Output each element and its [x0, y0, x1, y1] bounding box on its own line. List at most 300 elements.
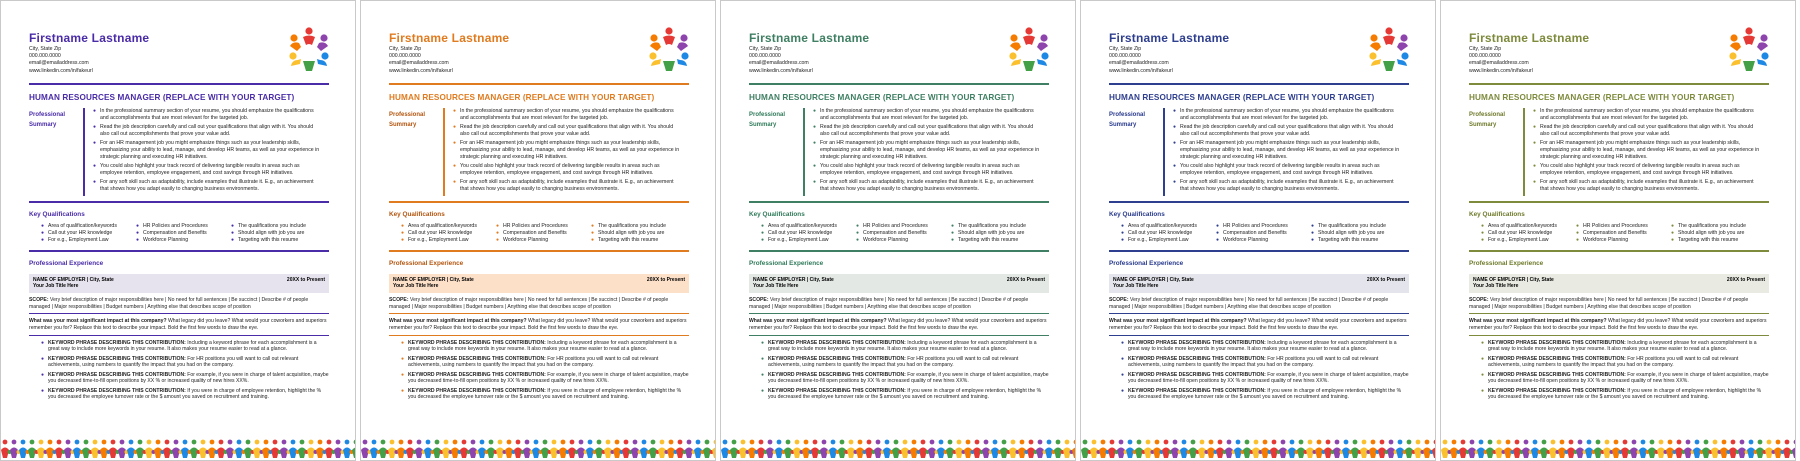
qualification-item: ● Compensation and Benefits [1216, 229, 1287, 236]
resume-content [29, 31, 329, 404]
summary-section [29, 108, 329, 196]
bullet-icon: ● [496, 222, 500, 229]
qualifications-column [591, 223, 686, 244]
contribution-text: For HR positions you will want to call out relevant achievements, using numbers to quantify the impact that you had on the company. [768, 355, 1019, 369]
bullet-icon: ● [1216, 222, 1220, 229]
impact-text: What legacy did you leave? What would your coworkers and superiors remember you for? Replace this text to describe your impact. Bold the first few words to draw the eye. [29, 318, 327, 331]
bullet-icon: ● [1121, 387, 1125, 394]
contribution-label: KEYWORD PHRASE DESCRIBING THIS CONTRIBUTION: [1488, 371, 1626, 378]
bullet-icon: ● [401, 371, 405, 378]
bullet-icon: ● [136, 236, 140, 243]
qualifications-divider [749, 250, 1049, 252]
employer-info [1113, 277, 1194, 290]
employer-info [1473, 277, 1554, 290]
qualifications-divider [29, 250, 329, 252]
contributions-list [389, 340, 689, 401]
qualification-item: ● The qualifications you include [591, 222, 667, 229]
employer-info [753, 277, 834, 290]
bullet-icon: ● [231, 222, 235, 229]
qualification-item: ● HR Policies and Procedures [496, 222, 568, 229]
qualification-item: ● Call out your HR knowledge [401, 229, 473, 236]
contact-linkedin: www.linkedin.com/in/fakeurl [1469, 67, 1533, 74]
people-circle-logo-icon [1005, 25, 1053, 73]
contribution-text: For example, if you were in charge of talent acquisition, maybe you decreased time-to-fill open positions by XX % or increased quality of new hires XX%. [48, 371, 329, 385]
bullet-icon: ● [401, 355, 405, 362]
contributions-list [749, 340, 1049, 401]
header-divider [1109, 83, 1409, 85]
contact-city: City, State Zip [749, 46, 782, 52]
contribution-text: Including a keyword phrase for each accomplishment is a great way to include more keywords in your resume. It also makes your resume easier to read at a glance. [1128, 339, 1397, 353]
scope-divider [1469, 313, 1769, 314]
scope-text: Very brief description of major responsibilities here | No need for full sentences | Be succinct | Describe # of people managed | Major responsibilities | Budget numbers | Anything else that describes scope of position [1469, 296, 1749, 310]
summary-list [453, 108, 683, 196]
target-job-title: HUMAN RESOURCES MANAGER (REPLACE WITH YOUR TARGET) [389, 92, 655, 102]
bullet-icon: ● [496, 236, 500, 243]
key-qualifications-heading: Key Qualifications [1109, 210, 1165, 218]
bullet-icon: ● [591, 229, 595, 236]
impact-divider [389, 335, 689, 336]
summary-label-line-2: Summary [389, 121, 417, 128]
contribution-text: For example, if you were in charge of talent acquisition, maybe you decreased time-to-fill open positions by XX % or increased quality of new hires XX%. [408, 371, 689, 385]
bullet-icon: ● [1481, 371, 1485, 378]
qualification-item: ● Should align with job you are [1671, 229, 1745, 236]
summary-bullet: ● In the professional summary section of your resume, you should emphasize the qualifications and accomplishments that are most relevant for the targeted job. [453, 107, 674, 121]
qualification-item: ● HR Policies and Procedures [856, 222, 928, 229]
contribution-label: KEYWORD PHRASE DESCRIBING THIS CONTRIBUTION: [48, 339, 186, 346]
bullet-icon: ● [1533, 140, 1537, 147]
target-job-title: HUMAN RESOURCES MANAGER (REPLACE WITH YOUR TARGET) [1109, 92, 1375, 102]
summary-bullet: ● For any soft skill such as adaptability, include examples that illustrate it. E.g., an achievement that shows how you adapt easily to changing business environments. [1173, 179, 1394, 193]
bullet-icon: ● [1311, 229, 1315, 236]
experience-heading: Professional Experience [389, 259, 464, 267]
summary-divider [1469, 201, 1769, 203]
bullet-icon: ● [93, 140, 97, 147]
contact-phone: 000.000.0000 [29, 53, 61, 60]
qualification-item: ● Workforce Planning [1576, 236, 1629, 243]
summary-section [1469, 108, 1769, 196]
contribution-item [1121, 356, 1409, 369]
bullet-icon: ● [1173, 107, 1177, 114]
qualifications-column [496, 223, 591, 244]
qualification-item: ● For e.g., Employment Law [1121, 236, 1189, 243]
contact-email: email@emailaddress.com [1109, 60, 1169, 67]
qualification-item: ● Call out your HR knowledge [41, 229, 113, 236]
resume-content [1109, 31, 1409, 404]
qualification-item: ● Area of qualification/keywords [761, 222, 837, 229]
qualification-item: ● Targeting with this resume [1671, 236, 1739, 243]
contribution-item [761, 388, 1049, 401]
qualification-item: ● HR Policies and Procedures [136, 222, 208, 229]
bullet-icon: ● [1533, 107, 1537, 114]
summary-bullet: ● In the professional summary section of your resume, you should emphasize the qualifications and accomplishments that are most relevant for the targeted job. [813, 107, 1034, 121]
contact-linkedin: www.linkedin.com/in/fakeurl [389, 67, 453, 74]
qualification-item: ● Workforce Planning [856, 236, 909, 243]
summary-accent-bar [803, 108, 805, 196]
contribution-label: KEYWORD PHRASE DESCRIBING THIS CONTRIBUTION: [1128, 355, 1266, 362]
resume-page-navy[interactable] [1080, 0, 1436, 461]
bullet-icon: ● [761, 236, 765, 243]
contribution-label: KEYWORD PHRASE DESCRIBING THIS CONTRIBUTION: [768, 355, 906, 362]
employer-name: NAME OF EMPLOYER | City, State [33, 276, 114, 283]
bullet-icon: ● [813, 107, 817, 114]
resume-content [1469, 31, 1769, 404]
impact-label: What was your most significant impact at this company? [29, 318, 167, 325]
bullet-icon: ● [856, 222, 860, 229]
footer-people-pattern [361, 436, 715, 460]
bullet-icon: ● [93, 179, 97, 186]
target-job-title: HUMAN RESOURCES MANAGER (REPLACE WITH YOUR TARGET) [29, 92, 295, 102]
employment-dates: 20XX to Present [1006, 276, 1045, 283]
qualifications-column [231, 223, 326, 244]
qualification-item: ● For e.g., Employment Law [401, 236, 469, 243]
people-circle-logo-icon [1365, 25, 1413, 73]
bullet-icon: ● [231, 229, 235, 236]
qualification-item: ● Workforce Planning [1216, 236, 1269, 243]
people-circle-logo-icon [285, 25, 333, 73]
contact-block [749, 46, 1049, 75]
bullet-icon: ● [1311, 236, 1315, 243]
contribution-text: Including a keyword phrase for each accomplishment is a great way to include more keywords in your resume. It also makes your resume easier to read at a glance. [1488, 339, 1757, 353]
contact-linkedin: www.linkedin.com/in/fakeurl [29, 67, 93, 74]
contribution-item [401, 356, 689, 369]
summary-label-line-2: Summary [1109, 121, 1137, 128]
qualification-item: ● Area of qualification/keywords [1481, 222, 1557, 229]
bullet-icon: ● [1173, 124, 1177, 130]
contribution-label: KEYWORD PHRASE DESCRIBING THIS CONTRIBUTION: [48, 355, 186, 362]
bullet-icon: ● [1173, 163, 1177, 170]
contribution-text: For HR positions you will want to call out relevant achievements, using numbers to quantify the impact that you had on the company. [48, 355, 299, 369]
qualifications-column [1481, 223, 1576, 244]
contribution-item [41, 388, 329, 401]
summary-bullet: ● For an HR management job you might emphasize things such as your leadership skills, emphasizing your ability to lead, manage, and develop HR teams, as well as your experience in strategic planning and executing HR initiatives. [93, 140, 320, 160]
scope-paragraph [1469, 297, 1769, 310]
bullet-icon: ● [856, 229, 860, 236]
impact-label: What was your most significant impact at this company? [1109, 318, 1247, 325]
bullet-icon: ● [1533, 163, 1537, 170]
scope-paragraph [29, 297, 329, 310]
impact-text: What legacy did you leave? What would your coworkers and superiors remember you for? Replace this text to describe your impact. Bold the first few words to draw the eye. [389, 318, 687, 331]
resume-page-purple[interactable] [0, 0, 356, 461]
contribution-label: KEYWORD PHRASE DESCRIBING THIS CONTRIBUTION: [408, 387, 546, 394]
candidate-name: Firstname Lastname [1469, 31, 1590, 45]
contact-phone: 000.000.0000 [389, 53, 421, 60]
experience-heading: Professional Experience [1109, 259, 1184, 267]
contribution-item [1481, 356, 1769, 369]
candidate-name: Firstname Lastname [389, 31, 510, 45]
qualification-item: ● Area of qualification/keywords [1121, 222, 1197, 229]
qualification-item: ● For e.g., Employment Law [761, 236, 829, 243]
bullet-icon: ● [761, 222, 765, 229]
resume-page-orange[interactable] [360, 0, 716, 461]
qualifications-column [856, 223, 951, 244]
summary-bullet: ● Read the job description carefully and call out your qualifications that align with it. You should also call out accomplishments that prove your value add. [453, 124, 674, 137]
impact-label: What was your most significant impact at this company? [1469, 318, 1607, 325]
bullet-icon: ● [401, 236, 405, 243]
contribution-text: If you were in charge of employee retention, highlight the % you decreased the employee turnover rate or the $ amount you saved on recruitment and training. [1128, 387, 1402, 401]
contact-email: email@emailaddress.com [749, 60, 809, 67]
summary-label [29, 108, 83, 196]
contact-block [1469, 46, 1769, 75]
summary-section [749, 108, 1049, 196]
contact-email: email@emailaddress.com [1469, 60, 1529, 67]
summary-label-line-2: Summary [749, 121, 777, 128]
contribution-text: For example, if you were in charge of talent acquisition, maybe you decreased time-to-fill open positions by XX % or increased quality of new hires XX%. [768, 371, 1049, 385]
qualifications-column [1311, 223, 1406, 244]
footer-people-pattern [1441, 436, 1795, 460]
candidate-name: Firstname Lastname [29, 31, 150, 45]
target-job-title: HUMAN RESOURCES MANAGER (REPLACE WITH YOUR TARGET) [1469, 92, 1735, 102]
bullet-icon: ● [1576, 222, 1580, 229]
impact-label: What was your most significant impact at this company? [389, 318, 527, 325]
scope-label: SCOPE: [749, 296, 769, 303]
contribution-label: KEYWORD PHRASE DESCRIBING THIS CONTRIBUTION: [768, 339, 906, 346]
contribution-text: Including a keyword phrase for each accomplishment is a great way to include more keywords in your resume. It also makes your resume easier to read at a glance. [48, 339, 317, 353]
contribution-item [41, 356, 329, 369]
bullet-icon: ● [231, 236, 235, 243]
key-qualifications-heading: Key Qualifications [749, 210, 805, 218]
summary-accent-bar [1163, 108, 1165, 196]
qualification-item: ● Targeting with this resume [591, 236, 659, 243]
qualification-item: ● Call out your HR knowledge [1481, 229, 1553, 236]
contribution-text: Including a keyword phrase for each accomplishment is a great way to include more keywords in your resume. It also makes your resume easier to read at a glance. [768, 339, 1037, 353]
contribution-label: KEYWORD PHRASE DESCRIBING THIS CONTRIBUTION: [1128, 387, 1266, 394]
contact-city: City, State Zip [389, 46, 422, 52]
summary-bullet: ● You could also highlight your track record of delivering tangible results in areas such as employee retention, employee engagement, and cost savings through HR initiatives. [1533, 163, 1740, 176]
qualification-item: ● HR Policies and Procedures [1576, 222, 1648, 229]
summary-bullet: ● You could also highlight your track record of delivering tangible results in areas such as employee retention, employee engagement, and cost savings through HR initiatives. [93, 163, 300, 176]
bullet-icon: ● [951, 222, 955, 229]
impact-paragraph [389, 318, 689, 331]
summary-bullet: ● In the professional summary section of your resume, you should emphasize the qualifications and accomplishments that are most relevant for the targeted job. [1533, 107, 1754, 121]
scope-paragraph [389, 297, 689, 310]
bullet-icon: ● [93, 107, 97, 114]
contributions-list [1469, 340, 1769, 401]
job-title: Your Job Title Here [33, 283, 79, 290]
qualifications-column [1216, 223, 1311, 244]
employer-info [393, 277, 474, 290]
employer-box [1469, 274, 1769, 293]
summary-bullet: ● For any soft skill such as adaptability, include examples that illustrate it. E.g., an achievement that shows how you adapt easily to changing business environments. [1533, 179, 1754, 193]
scope-text: Very brief description of major responsibilities here | No need for full sentences | Be succinct | Describe # of people managed | Major responsibilities | Budget numbers | Anything else that describes scope of position [29, 296, 309, 310]
summary-label-line-1: Professional [389, 111, 426, 118]
summary-bullet: ● For any soft skill such as adaptability, include examples that illustrate it. E.g., an achievement that shows how you adapt easily to changing business environments. [813, 179, 1034, 193]
experience-heading: Professional Experience [29, 259, 104, 267]
candidate-name: Firstname Lastname [749, 31, 870, 45]
contact-city: City, State Zip [1469, 46, 1502, 52]
contribution-item [401, 372, 689, 385]
contribution-item [1481, 340, 1769, 353]
bullet-icon: ● [401, 222, 405, 229]
scope-label: SCOPE: [1109, 296, 1129, 303]
bullet-icon: ● [1216, 229, 1220, 236]
contact-block [29, 46, 329, 75]
summary-divider [29, 201, 329, 203]
contact-email: email@emailaddress.com [389, 60, 449, 67]
contribution-label: KEYWORD PHRASE DESCRIBING THIS CONTRIBUTION: [1128, 371, 1266, 378]
scope-label: SCOPE: [1469, 296, 1489, 303]
qualifications-grid [29, 223, 329, 244]
contribution-item [1481, 388, 1769, 401]
bullet-icon: ● [1121, 229, 1125, 236]
contact-phone: 000.000.0000 [1109, 53, 1141, 60]
summary-divider [1109, 201, 1409, 203]
contribution-label: KEYWORD PHRASE DESCRIBING THIS CONTRIBUTION: [768, 387, 906, 394]
qualification-item: ● Should align with job you are [231, 229, 305, 236]
impact-paragraph [29, 318, 329, 331]
resume-page-green[interactable] [720, 0, 1076, 461]
bullet-icon: ● [1481, 355, 1485, 362]
summary-bullet: ● Read the job description carefully and call out your qualifications that align with it. You should also call out accomplishments that prove your value add. [813, 124, 1034, 137]
summary-bullet: ● You could also highlight your track record of delivering tangible results in areas such as employee retention, employee engagement, and cost savings through HR initiatives. [453, 163, 660, 176]
bullet-icon: ● [1121, 222, 1125, 229]
employment-dates: 20XX to Present [1726, 276, 1765, 283]
summary-label [1109, 108, 1163, 196]
bullet-icon: ● [453, 140, 457, 147]
summary-divider [389, 201, 689, 203]
header-divider [749, 83, 1049, 85]
job-title: Your Job Title Here [1473, 283, 1519, 290]
qualification-item: ● Targeting with this resume [1311, 236, 1379, 243]
qualifications-column [136, 223, 231, 244]
resume-page-olive[interactable] [1440, 0, 1796, 461]
impact-text: What legacy did you leave? What would your coworkers and superiors remember you for? Replace this text to describe your impact. Bold the first few words to draw the eye. [1109, 318, 1407, 331]
impact-divider [1469, 335, 1769, 336]
bullet-icon: ● [1671, 229, 1675, 236]
qualification-item: ● HR Policies and Procedures [1216, 222, 1288, 229]
scope-divider [29, 313, 329, 314]
qualification-item: ● Workforce Planning [136, 236, 189, 243]
bullet-icon: ● [41, 371, 45, 378]
qualification-item: ● For e.g., Employment Law [41, 236, 109, 243]
qualification-item: ● Compensation and Benefits [856, 229, 927, 236]
summary-label [389, 108, 443, 196]
employer-box [389, 274, 689, 293]
contribution-item [1121, 388, 1409, 401]
qualification-item: ● Compensation and Benefits [496, 229, 567, 236]
bullet-icon: ● [453, 179, 457, 186]
bullet-icon: ● [1481, 222, 1485, 229]
qualifications-column [1671, 223, 1766, 244]
contact-phone: 000.000.0000 [1469, 53, 1501, 60]
contact-block [389, 46, 689, 75]
bullet-icon: ● [761, 371, 765, 378]
bullet-icon: ● [41, 355, 45, 362]
contribution-label: KEYWORD PHRASE DESCRIBING THIS CONTRIBUTION: [768, 371, 906, 378]
bullet-icon: ● [401, 229, 405, 236]
qualification-item: ● Call out your HR knowledge [1121, 229, 1193, 236]
employment-dates: 20XX to Present [646, 276, 685, 283]
qualifications-column [761, 223, 856, 244]
people-circle-logo-icon [645, 25, 693, 73]
summary-label-line-2: Summary [29, 121, 57, 128]
scope-text: Very brief description of major responsibilities here | No need for full sentences | Be succinct | Describe # of people managed | Major responsibilities | Budget numbers | Anything else that describes scope of position [1109, 296, 1389, 310]
contribution-item [1121, 340, 1409, 353]
bullet-icon: ● [951, 229, 955, 236]
contributions-list [29, 340, 329, 401]
impact-text: What legacy did you leave? What would your coworkers and superiors remember you for? Replace this text to describe your impact. Bold the first few words to draw the eye. [1469, 318, 1767, 331]
contact-linkedin: www.linkedin.com/in/fakeurl [749, 67, 813, 74]
bullet-icon: ● [591, 236, 595, 243]
contribution-item [401, 340, 689, 353]
bullet-icon: ● [591, 222, 595, 229]
header-divider [29, 83, 329, 85]
qualification-item: ● Targeting with this resume [231, 236, 299, 243]
summary-accent-bar [1523, 108, 1525, 196]
contact-linkedin: www.linkedin.com/in/fakeurl [1109, 67, 1173, 74]
qualifications-grid [1109, 223, 1409, 244]
qualification-item: ● Area of qualification/keywords [41, 222, 117, 229]
qualifications-divider [1109, 250, 1409, 252]
qualification-item: ● The qualifications you include [231, 222, 307, 229]
resume-content [749, 31, 1049, 404]
summary-section [1109, 108, 1409, 196]
employer-box [1109, 274, 1409, 293]
contribution-text: For example, if you were in charge of talent acquisition, maybe you decreased time-to-fill open positions by XX % or increased quality of new hires XX%. [1128, 371, 1409, 385]
contribution-text: If you were in charge of employee retention, highlight the % you decreased the employee turnover rate or the $ amount you saved on recruitment and training. [768, 387, 1042, 401]
contribution-item [41, 340, 329, 353]
bullet-icon: ● [1533, 179, 1537, 186]
summary-label-line-1: Professional [749, 111, 786, 118]
bullet-icon: ● [1121, 339, 1125, 346]
qualification-item: ● For e.g., Employment Law [1481, 236, 1549, 243]
bullet-icon: ● [1481, 387, 1485, 394]
qualification-item: ● The qualifications you include [951, 222, 1027, 229]
resume-content [389, 31, 689, 404]
employer-name: NAME OF EMPLOYER | City, State [753, 276, 834, 283]
summary-bullet: ● Read the job description carefully and call out your qualifications that align with it. You should also call out accomplishments that prove your value add. [93, 124, 314, 137]
contribution-text: For example, if you were in charge of talent acquisition, maybe you decreased time-to-fill open positions by XX % or increased quality of new hires XX%. [1488, 371, 1769, 385]
summary-bullet: ● For an HR management job you might emphasize things such as your leadership skills, emphasizing your ability to lead, manage, and develop HR teams, as well as your experience in strategic planning and executing HR initiatives. [1173, 140, 1400, 160]
employer-name: NAME OF EMPLOYER | City, State [1473, 276, 1554, 283]
bullet-icon: ● [761, 339, 765, 346]
summary-label [749, 108, 803, 196]
bullet-icon: ● [93, 163, 97, 170]
summary-list [1533, 108, 1763, 196]
contribution-label: KEYWORD PHRASE DESCRIBING THIS CONTRIBUTION: [408, 355, 546, 362]
summary-bullet: ● In the professional summary section of your resume, you should emphasize the qualifications and accomplishments that are most relevant for the targeted job. [93, 107, 314, 121]
scope-divider [389, 313, 689, 314]
bullet-icon: ● [1173, 140, 1177, 147]
bullet-icon: ● [41, 222, 45, 229]
bullet-icon: ● [951, 236, 955, 243]
contact-email: email@emailaddress.com [29, 60, 89, 67]
bullet-icon: ● [41, 236, 45, 243]
candidate-name: Firstname Lastname [1109, 31, 1230, 45]
impact-paragraph [749, 318, 1049, 331]
contribution-item [1481, 372, 1769, 385]
bullet-icon: ● [813, 124, 817, 130]
qualification-item: ● Call out your HR knowledge [761, 229, 833, 236]
bullet-icon: ● [1671, 236, 1675, 243]
contribution-label: KEYWORD PHRASE DESCRIBING THIS CONTRIBUTION: [408, 371, 546, 378]
summary-bullet: ● For an HR management job you might emphasize things such as your leadership skills, emphasizing your ability to lead, manage, and develop HR teams, as well as your experience in strategic planning and executing HR initiatives. [1533, 140, 1760, 160]
summary-bullet: ● In the professional summary section of your resume, you should emphasize the qualifications and accomplishments that are most relevant for the targeted job. [1173, 107, 1394, 121]
job-title: Your Job Title Here [753, 283, 799, 290]
bullet-icon: ● [453, 124, 457, 130]
summary-label [1469, 108, 1523, 196]
contribution-label: KEYWORD PHRASE DESCRIBING THIS CONTRIBUTION: [1128, 339, 1266, 346]
contribution-item [41, 372, 329, 385]
summary-bullet: ● For an HR management job you might emphasize things such as your leadership skills, emphasizing your ability to lead, manage, and develop HR teams, as well as your experience in strategic planning and executing HR initiatives. [813, 140, 1040, 160]
contribution-text: For HR positions you will want to call out relevant achievements, using numbers to quantify the impact that you had on the company. [1488, 355, 1739, 369]
summary-bullet: ● For any soft skill such as adaptability, include examples that illustrate it. E.g., an achievement that shows how you adapt easily to changing business environments. [453, 179, 674, 193]
contributions-list [1109, 340, 1409, 401]
summary-bullet: ● For any soft skill such as adaptability, include examples that illustrate it. E.g., an achievement that shows how you adapt easily to changing business environments. [93, 179, 314, 193]
bullet-icon: ● [136, 222, 140, 229]
qualifications-column [951, 223, 1046, 244]
bullet-icon: ● [453, 107, 457, 114]
scope-paragraph [749, 297, 1049, 310]
